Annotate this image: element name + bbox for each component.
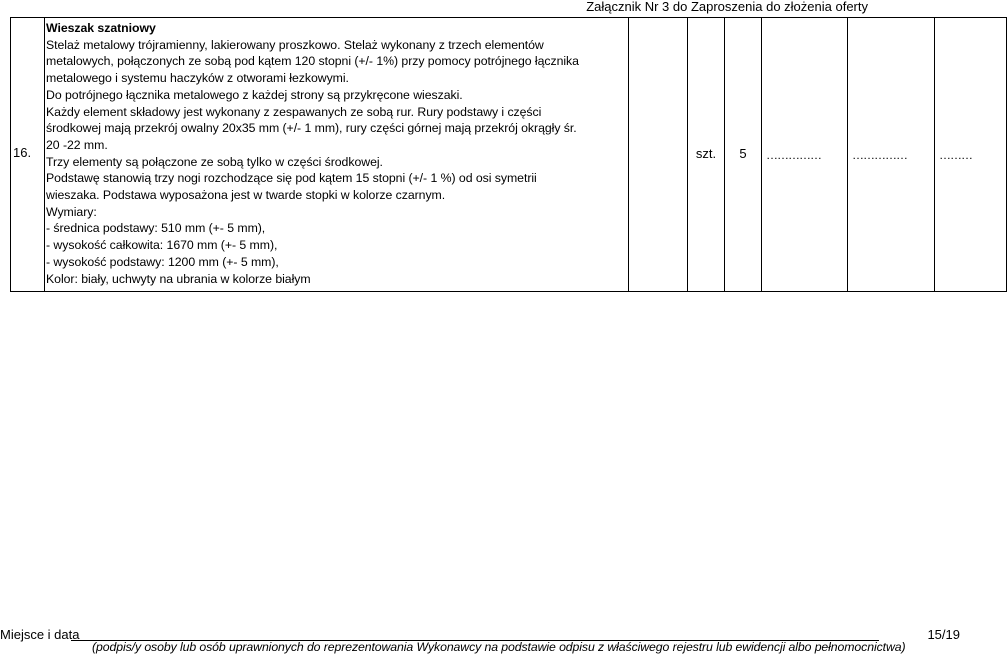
place-date-label: Miejsce i data [0, 627, 80, 642]
item-title: Wieszak szatniowy [46, 21, 156, 35]
item-table [10, 17, 1007, 292]
item-quantity: 5 [739, 146, 747, 161]
gross-value-placeholder: ……… [939, 147, 972, 162]
item-number-cell [11, 18, 45, 292]
net-value-placeholder: …………… [852, 147, 907, 162]
item-number: 16. [13, 145, 32, 160]
item-description: Stelaż metalowy trójramienny, lakierowany proszkowo. Stelaż wykonany z trzech elementów metalowych, połączonych ze sobą pod kątem 120 stopni (+/- 1%) przy pomocy potrójnego łącznika metalowego i systemu haczyków z otworami łezkowymi. Do potrójnego łącznika metalowego z każdej strony są przykręcone wieszaki. Każdy element składowy jest wykonany z zespawanych ze sobą rur. Rury podstawy i części środkowej mają przekrój owalny 20x35 mm (+/- 1 mm), rury części górnej mają przekrój okrągły śr. 20 -22 mm. Trzy elementy są połączone ze sobą tylko w części środkowej. Podstawę stanowią trzy nogi rozchodzące się pod kątem 15 stopni (+/- 1 %) od osi symetrii wieszaka. Podstawa wyposażona jest w twarde stopki w kolorze czarnym. Wymiary: - średnica podstawy: 510 mm (+- 5 mm), - wysokość całkowita: 1670 mm (+- 5 mm), - wysokość podstawy: 1200 mm (+- 5 mm), Kolor: biały, uchwyty na ubrania w kolorze białym [46, 37, 579, 286]
quantity-cell [725, 17, 762, 291]
unit-price-placeholder: …………… [766, 147, 821, 162]
item-unit: szt. [695, 146, 717, 161]
unit-price-cell[interactable] [762, 18, 848, 292]
signature-caption: (podpis/y osoby lub osób uprawnionych do reprezentowania Wykonawcy na podstawie odpisu z właściwego rejestru lub ewidencji albo pełnomocnictwa) [92, 640, 906, 654]
item-description-cell [45, 18, 629, 292]
item-description-block [45, 18, 628, 287]
net-value-cell[interactable] [848, 18, 935, 292]
unit-cell [688, 17, 725, 291]
attachment-note: Załącznik Nr 3 do Zaproszenia do złożenia oferty [586, 0, 868, 14]
spacer-cell [629, 18, 688, 292]
gross-value-cell[interactable] [935, 18, 1007, 292]
page-number: 15/19 [927, 627, 960, 642]
table-row [11, 18, 1007, 292]
